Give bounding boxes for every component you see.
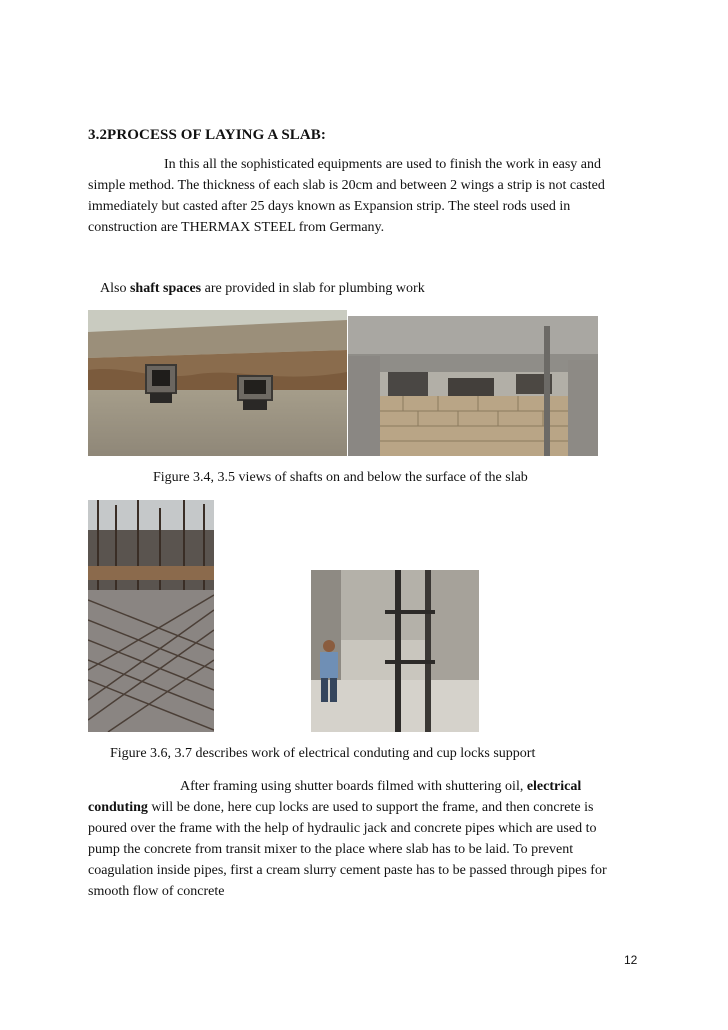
photo-cup-lock-support bbox=[311, 570, 479, 732]
section-heading: 3.2PROCESS OF LAYING A SLAB: bbox=[88, 127, 326, 143]
shaft-note-prefix: Also bbox=[100, 281, 130, 296]
para2-line4: pump the concrete from transit mixer to the place where slab has to be laid. To prevent bbox=[88, 842, 574, 857]
para2-line2-bold: conduting bbox=[88, 800, 148, 815]
shaft-note-bold: shaft spaces bbox=[129, 281, 202, 296]
para2-line1-bold: electrical bbox=[526, 779, 582, 794]
photo-shafts-on-slab bbox=[88, 310, 347, 456]
para2-line3: poured over the frame with the help of hydraulic jack and concrete pipes which are used to bbox=[88, 821, 597, 836]
shaft-spaces-note bbox=[100, 281, 425, 297]
shaft-note-suffix: are provided in slab for plumbing work bbox=[201, 281, 425, 296]
framing-paragraph bbox=[88, 776, 648, 902]
para2-line1-text: After framing using shutter boards filmed with shuttering oil, bbox=[180, 779, 527, 794]
para2-line2 bbox=[88, 797, 648, 818]
para1-line2: simple method. The thickness of each slab is 20cm and between 2 wings a strip is not casted bbox=[88, 178, 605, 193]
photo-electrical-conduiting bbox=[88, 500, 214, 732]
para2-line1 bbox=[88, 776, 648, 797]
photo-shafts-below-slab bbox=[348, 316, 598, 456]
intro-paragraph bbox=[88, 154, 648, 238]
figure-3-4-caption: Figure 3.4, 3.5 views of shafts on and below the surface of the slab bbox=[153, 470, 528, 485]
para2-line5: coagulation inside pipes, first a cream slurry cement paste has to be passed through pipes for bbox=[88, 863, 607, 878]
page-number: 12 bbox=[624, 953, 638, 967]
para1-line3: immediately but casted after 25 days known as Expansion strip. The steel rods used in bbox=[88, 199, 571, 214]
para2-line6: smooth flow of concrete bbox=[88, 884, 225, 899]
para2-line2-text: will be done, here cup locks are used to support the frame, and then concrete is bbox=[147, 800, 594, 815]
figure-3-6-caption: Figure 3.6, 3.7 describes work of electrical conduting and cup locks support bbox=[110, 746, 536, 761]
para1-line1: In this all the sophisticated equipments are used to finish the work in easy and bbox=[164, 157, 602, 172]
para1-line4: construction are THERMAX STEEL from Germany. bbox=[88, 220, 385, 235]
